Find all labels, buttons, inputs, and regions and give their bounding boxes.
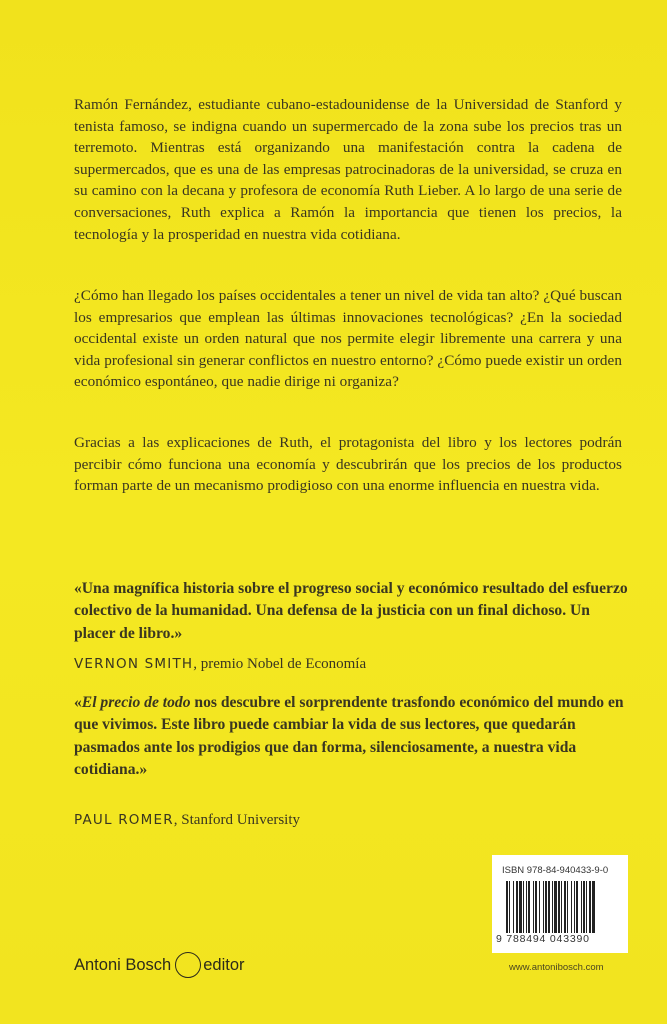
publisher-ring-icon: [175, 952, 201, 978]
publisher-website: www.antonibosch.com: [509, 962, 604, 973]
barcode-bar: [592, 881, 595, 933]
barcode-bar: [539, 881, 540, 933]
review-attribution-2: [74, 812, 300, 829]
barcode-bar: [561, 881, 562, 933]
barcode-bar: [586, 881, 587, 933]
review-role-1: , premio Nobel de Economía: [193, 656, 367, 672]
barcode-bar: [564, 881, 566, 933]
barcode-bar: [554, 881, 557, 933]
review-quote-2: [74, 692, 634, 782]
barcode-bar: [571, 881, 572, 933]
barcode-bar: [533, 881, 534, 933]
barcode-bars: [506, 881, 616, 933]
barcode-bar: [526, 881, 527, 933]
barcode-bar: [516, 881, 518, 933]
review-author-1: VERNON SMITH: [74, 656, 194, 672]
isbn-barcode: [492, 855, 628, 953]
barcode-bar: [543, 881, 544, 933]
barcode-bar: [576, 881, 578, 933]
publisher-name-left: Antoni Bosch: [74, 955, 172, 974]
barcode-bar: [581, 881, 582, 933]
quote-open-mark: «: [74, 694, 82, 711]
blurb-paragraph-2: ¿Cómo han llegado los países occidentales a tener un nivel de vida tan alto? ¿Qué buscan los empresarios que emplean las últimas innovaciones tecnológicas? ¿En la sociedad occidental existe un orden natural que nos permite elegir libremente una carrera y una vida profesional sin generar conflictos en nuestro entorno? ¿Cómo puede existir un orden económico espontáneo, que nadie dirige ni organiza?: [74, 287, 622, 391]
barcode-digits: 9 788494 043390: [496, 933, 590, 945]
publisher-logo: [74, 952, 245, 978]
barcode-bar: [528, 881, 530, 933]
barcode-bar: [506, 881, 508, 933]
barcode-bar: [509, 881, 510, 933]
blurb-paragraph-3: Gracias a las explicaciones de Ruth, el protagonista del libro y los lectores podrán percibir cómo funciona una economía y descubrirán que los precios de los productos forman parte de un mecanismo prodigioso con una enorme influencia en nuestra vida.: [74, 434, 622, 495]
barcode-bar: [548, 881, 550, 933]
barcode-bar: [545, 881, 547, 933]
barcode-bar: [535, 881, 537, 933]
barcode-bar: [519, 881, 522, 933]
blurb-paragraph-1: Ramón Fernández, estudiante cubano-estadounidense de la Universidad de Stanford y tenista famoso, se indigna cuando un supermercado de la zona sube los precios tras un terremoto. Mientras está organizando una manifestación contra la cadena de supermercados, que es una de las empresas patrocinadoras de la universidad, se cruza en su camino con la decana y profesora de economía Ruth Lieber. A lo largo de una serie de conversaciones, Ruth explica a Ramón la importancia que tienen los precios, la tecnología y la prosperidad en nuestra vida cotidiana.: [74, 96, 622, 243]
barcode-bar: [574, 881, 575, 933]
review-quote-2-text: nos descubre el sorprendente trasfondo económico del mundo en que vivimos. Este libro puede cambiar la vida de sus lectores, que quedarán pasmados ante los prodigios que dan forma, silenciosamente, a nuestra vida cotidiana.»: [74, 694, 624, 779]
barcode-bar: [589, 881, 591, 933]
barcode-bar: [583, 881, 585, 933]
barcode-bar: [513, 881, 514, 933]
barcode-bar: [558, 881, 560, 933]
barcode-bar: [552, 881, 553, 933]
review-role-2: , Stanford University: [173, 812, 301, 828]
review-author-2: PAUL ROMER: [74, 812, 174, 828]
review-attribution-1: [74, 656, 366, 673]
publisher-name-right: editor: [203, 955, 245, 974]
review-quote-1: «Una magnífica historia sobre el progreso social y económico resultado del esfuerzo colectivo de la humanidad. Una defensa de la justicia con un final dichoso. Un placer de libro.»: [74, 580, 628, 642]
isbn-label: ISBN 978-84-940433-9-0: [502, 865, 609, 876]
book-title-italic: El precio de todo: [81, 694, 191, 711]
barcode-bar: [523, 881, 524, 933]
barcode-bar: [567, 881, 568, 933]
